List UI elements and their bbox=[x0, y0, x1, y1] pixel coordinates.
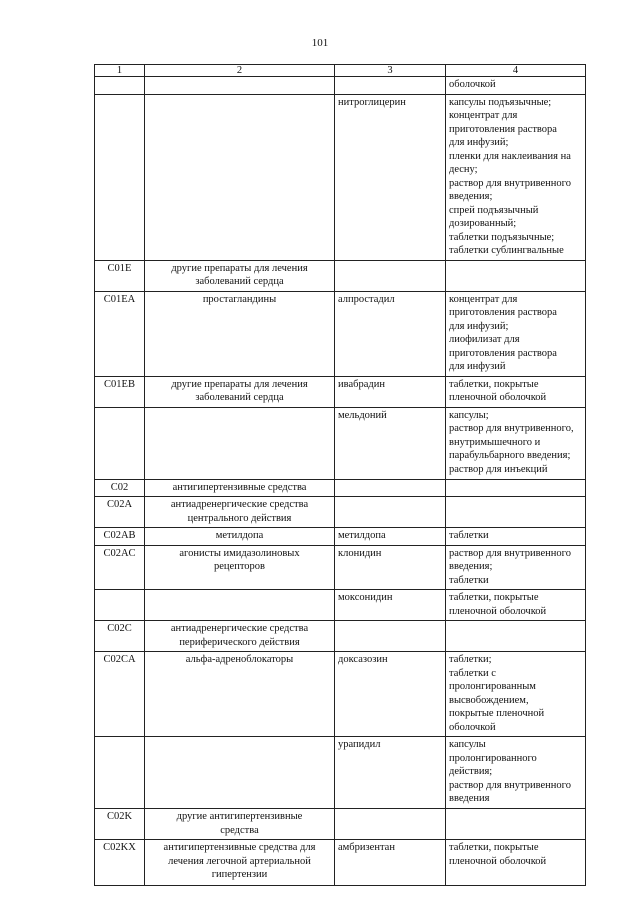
atc-code-cell: C01EA bbox=[95, 291, 145, 376]
table-row bbox=[95, 291, 586, 376]
drug-name-cell bbox=[335, 94, 446, 260]
dosage-form-line: раствор для инъекций bbox=[449, 463, 548, 475]
dosage-form-cell bbox=[446, 260, 586, 291]
dosage-form-line: десну; bbox=[449, 164, 478, 175]
dosage-form-cell bbox=[446, 77, 586, 95]
table-row bbox=[95, 376, 586, 407]
group-name-line: рецепторов bbox=[214, 561, 265, 572]
drug-table bbox=[94, 64, 586, 886]
group-name-line: заболеваний сердца bbox=[195, 392, 284, 403]
dosage-form-line: раствор для внутривенного, bbox=[449, 423, 574, 434]
table-row bbox=[95, 77, 586, 95]
group-name-cell bbox=[145, 407, 335, 479]
table-row bbox=[95, 809, 586, 840]
dosage-form-line: пленочной оболочкой bbox=[449, 392, 547, 403]
drug-name-cell bbox=[335, 77, 446, 95]
dosage-form-line: таблетки подъязычные; bbox=[449, 231, 555, 243]
dosage-form-line: для инфузий bbox=[449, 361, 506, 372]
dosage-form-cell bbox=[446, 479, 586, 497]
dosage-form-line: капсулы bbox=[449, 739, 486, 750]
table-row bbox=[95, 652, 586, 737]
table-row bbox=[95, 590, 586, 621]
dosage-form-line: для инфузий; bbox=[449, 137, 509, 148]
table-row bbox=[95, 621, 586, 652]
group-name-cell bbox=[145, 652, 335, 737]
atc-code-cell bbox=[95, 94, 145, 260]
group-name-line: другие препараты для лечения bbox=[171, 262, 308, 274]
table-row bbox=[95, 407, 586, 479]
dosage-form-line: капсулы подъязычные; bbox=[449, 96, 552, 108]
dosage-form-cell bbox=[446, 590, 586, 621]
atc-code-cell: C02CA bbox=[95, 652, 145, 737]
table-header-row bbox=[95, 65, 586, 77]
table-row bbox=[95, 528, 586, 546]
dosage-form-line: внутримышечного и bbox=[449, 436, 541, 448]
atc-code-cell bbox=[95, 590, 145, 621]
drug-name-cell bbox=[335, 545, 446, 590]
dosage-form-line: таблетки, покрытые bbox=[449, 378, 539, 390]
group-name-line: антигипертензивные средства для bbox=[163, 842, 316, 853]
dosage-form-line: капсулы; bbox=[449, 409, 489, 421]
dosage-form-cell bbox=[446, 94, 586, 260]
group-name-cell bbox=[145, 77, 335, 95]
atc-code-cell: C02 bbox=[95, 479, 145, 497]
drug-name-cell bbox=[335, 479, 446, 497]
atc-code-cell bbox=[95, 407, 145, 479]
group-name-cell bbox=[145, 737, 335, 809]
dosage-form-cell bbox=[446, 621, 586, 652]
dosage-form-line: для инфузий; bbox=[449, 320, 509, 332]
dosage-form-line: приготовления раствора bbox=[449, 347, 557, 359]
dosage-form-cell bbox=[446, 840, 586, 886]
header-cell-4: 4 bbox=[446, 65, 586, 77]
group-name-line: заболеваний сердца bbox=[195, 276, 284, 287]
header-cell-2: 2 bbox=[145, 65, 335, 77]
group-name-cell bbox=[145, 840, 335, 886]
group-name-line: средства bbox=[220, 824, 259, 836]
dosage-form-line: введения bbox=[449, 793, 490, 804]
drug-name-cell bbox=[335, 291, 446, 376]
drug-name-line: клонидин bbox=[338, 547, 382, 559]
atc-code-cell bbox=[95, 737, 145, 809]
group-name-line: антиадренергические средства bbox=[170, 499, 309, 510]
group-name-cell bbox=[145, 497, 335, 528]
dosage-form-cell bbox=[446, 809, 586, 840]
dosage-form-line: таблетки, покрытые bbox=[449, 842, 539, 853]
dosage-form-cell bbox=[446, 652, 586, 737]
dosage-form-line: высвобождением, bbox=[449, 694, 529, 706]
table-row bbox=[95, 545, 586, 590]
atc-code-cell: C02A bbox=[95, 497, 145, 528]
table-row bbox=[95, 840, 586, 886]
group-name-line: метилдопа bbox=[215, 530, 264, 541]
dosage-form-line: действия; bbox=[449, 766, 493, 777]
dosage-form-line: пленочной оболочкой bbox=[449, 605, 547, 617]
dosage-form-line: дозированный; bbox=[449, 218, 517, 229]
dosage-form-line: спрей подъязычный bbox=[449, 204, 539, 216]
dosage-form-line: таблетки bbox=[449, 530, 489, 541]
header-cell-3: 3 bbox=[335, 65, 446, 77]
dosage-form-cell bbox=[446, 497, 586, 528]
table-row bbox=[95, 94, 586, 260]
drug-name-line: урапидил bbox=[338, 739, 381, 750]
dosage-form-cell bbox=[446, 407, 586, 479]
group-name-line: другие антигипертензивные bbox=[176, 811, 303, 822]
dosage-form-line: оболочкой bbox=[449, 721, 496, 733]
drug-name-cell bbox=[335, 497, 446, 528]
drug-name-cell bbox=[335, 809, 446, 840]
drug-name-cell bbox=[335, 621, 446, 652]
drug-name-cell bbox=[335, 407, 446, 479]
table-row bbox=[95, 479, 586, 497]
dosage-form-line: концентрат для bbox=[449, 110, 518, 121]
atc-code-cell bbox=[95, 77, 145, 95]
group-name-line: гипертензии bbox=[211, 869, 268, 880]
drug-name-line: амбризентан bbox=[338, 842, 395, 853]
dosage-form-cell bbox=[446, 737, 586, 809]
group-name-cell bbox=[145, 621, 335, 652]
group-name-cell bbox=[145, 545, 335, 590]
dosage-form-line: таблетки с bbox=[449, 667, 496, 679]
dosage-form-line: таблетки; bbox=[449, 654, 492, 665]
table-body bbox=[95, 65, 586, 886]
drug-name-line: ивабрадин bbox=[338, 378, 385, 390]
dosage-form-line: раствор для внутривенного bbox=[449, 177, 571, 189]
drug-name-cell bbox=[335, 652, 446, 737]
dosage-form-line: введения; bbox=[449, 191, 493, 202]
atc-code-cell: C01EB bbox=[95, 376, 145, 407]
dosage-form-line: парабульбарного введения; bbox=[449, 450, 571, 461]
drug-name-cell bbox=[335, 840, 446, 886]
drug-name-line: доксазозин bbox=[338, 654, 388, 665]
dosage-form-line: приготовления раствора bbox=[449, 123, 557, 135]
drug-name-cell bbox=[335, 376, 446, 407]
dosage-form-cell bbox=[446, 545, 586, 590]
dosage-form-line: концентрат для bbox=[449, 293, 518, 305]
dosage-form-line: таблетки bbox=[449, 574, 489, 586]
group-name-cell bbox=[145, 590, 335, 621]
group-name-line: центрального действия bbox=[187, 512, 292, 524]
group-name-cell bbox=[145, 528, 335, 546]
group-name-line: антигипертензивные средства bbox=[172, 481, 307, 493]
table-row bbox=[95, 497, 586, 528]
drug-name-line: алпростадил bbox=[338, 293, 395, 305]
dosage-form-line: пленки для наклеивания на bbox=[449, 150, 571, 162]
group-name-line: антиадренергические средства bbox=[170, 623, 309, 634]
dosage-form-line: покрытые пленочной bbox=[449, 708, 545, 719]
drug-name-cell bbox=[335, 590, 446, 621]
group-name-line: агонисты имидазолиновых bbox=[179, 547, 300, 559]
group-name-cell bbox=[145, 94, 335, 260]
dosage-form-cell bbox=[446, 291, 586, 376]
table-row bbox=[95, 737, 586, 809]
drug-name-cell bbox=[335, 528, 446, 546]
dosage-form-line: введения; bbox=[449, 561, 493, 572]
dosage-form-line: пролонгированного bbox=[449, 752, 537, 764]
table-row bbox=[95, 260, 586, 291]
drug-name-cell bbox=[335, 260, 446, 291]
dosage-form-cell bbox=[446, 376, 586, 407]
atc-code-cell: C02C bbox=[95, 621, 145, 652]
dosage-form-line: таблетки сублингвальные bbox=[449, 245, 564, 256]
group-name-cell bbox=[145, 376, 335, 407]
group-name-line: лечения легочной артериальной bbox=[168, 855, 311, 867]
group-name-cell bbox=[145, 260, 335, 291]
dosage-form-line: пролонгированным bbox=[449, 681, 536, 692]
drug-name-line: мельдоний bbox=[338, 409, 387, 421]
atc-code-cell: C02KX bbox=[95, 840, 145, 886]
drug-name-cell bbox=[335, 737, 446, 809]
dosage-form-line: раствор для внутривенного bbox=[449, 547, 571, 559]
atc-code-cell: C01E bbox=[95, 260, 145, 291]
page-number: 101 bbox=[311, 37, 329, 49]
group-name-line: простагландины bbox=[202, 293, 277, 305]
drug-name-line: нитроглицерин bbox=[338, 96, 406, 108]
drug-name-line: моксонидин bbox=[338, 592, 393, 603]
group-name-line: другие препараты для лечения bbox=[171, 378, 308, 390]
dosage-form-line: лиофилизат для bbox=[449, 334, 520, 345]
dosage-form-line: приготовления раствора bbox=[449, 307, 557, 318]
atc-code-cell: C02AC bbox=[95, 545, 145, 590]
dosage-form-line: оболочкой bbox=[449, 79, 496, 90]
group-name-cell bbox=[145, 479, 335, 497]
atc-code-cell: C02AB bbox=[95, 528, 145, 546]
dosage-form-line: пленочной оболочкой bbox=[449, 855, 547, 867]
header-cell-1: 1 bbox=[95, 65, 145, 77]
group-name-cell bbox=[145, 291, 335, 376]
atc-code-cell: C02K bbox=[95, 809, 145, 840]
group-name-line: периферического действия bbox=[179, 636, 300, 648]
dosage-form-cell bbox=[446, 528, 586, 546]
drug-name-line: метилдопа bbox=[338, 530, 386, 541]
dosage-form-line: таблетки, покрытые bbox=[449, 592, 539, 603]
dosage-form-line: раствор для внутривенного bbox=[449, 779, 571, 791]
group-name-line: альфа-адреноблокаторы bbox=[185, 654, 294, 665]
group-name-cell bbox=[145, 809, 335, 840]
